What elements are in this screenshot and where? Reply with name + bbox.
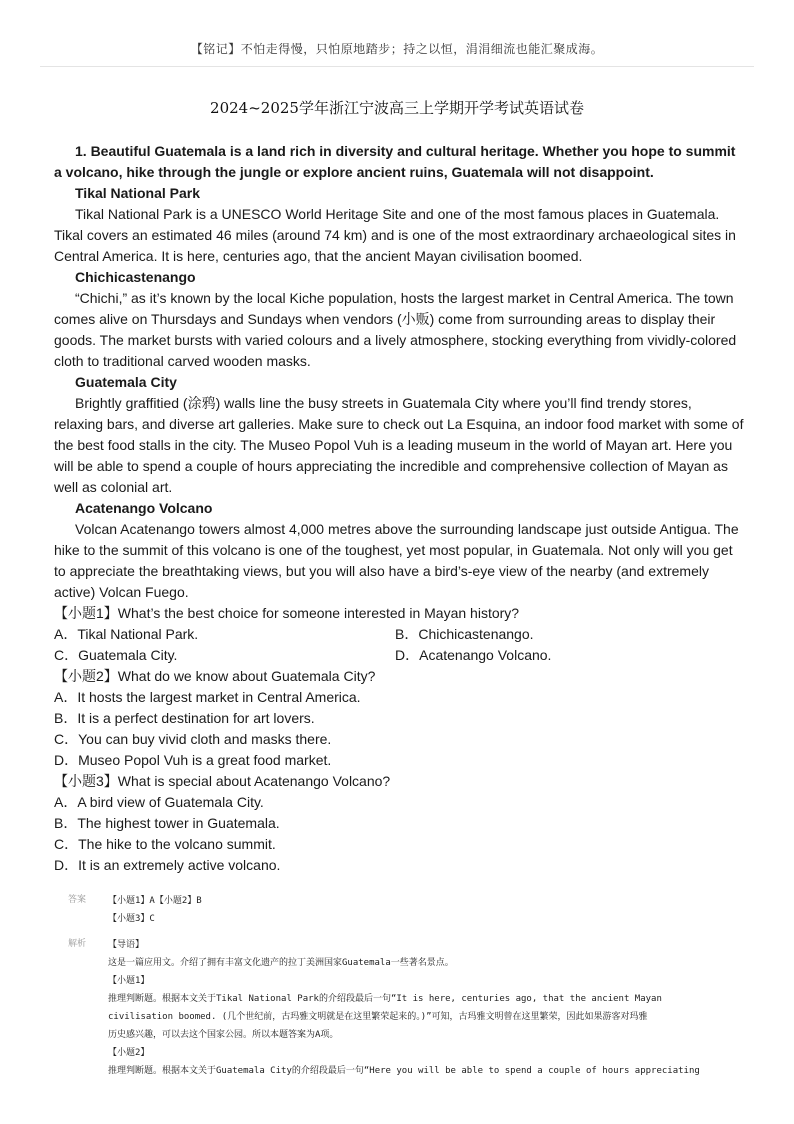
option-c[interactable]: C．The hike to the volcano summit.: [54, 836, 276, 852]
section-text: “Chichi,” as it’s known by the local Kiche population, hosts the largest market in Central America. The town comes alive on Thursdays and Sundays when vendors (小贩) come from surrounding areas to display their goods. The market bursts with varied colours and a lively atmosphere, stocking everything from vividly-colored cloth to traditional carved wooden masks.: [54, 290, 737, 369]
section-text: Volcan Acatenango towers almost 4,000 metres above the surrounding landscape just outside Antigua. The hike to the summit of this volcano is one of the toughest, yet most popular, in Guatemala. Not only will you get to appreciate the breathtaking views, but you will also have a bird’s-eye view of the nearby (and extremely active) Volcan Fuego.: [54, 521, 739, 600]
option-row: [54, 624, 744, 645]
analysis-line: 这是一篇应用文。介绍了拥有丰富文化遗产的拉丁美洲国家Guatemala一些著名景点。: [108, 958, 454, 968]
option-a[interactable]: A．A bird view of Guatemala City.: [54, 794, 264, 810]
analysis-line: 【小题2】: [108, 1048, 150, 1058]
answer-content: [108, 892, 748, 928]
answer-line: 【小题3】C: [108, 914, 155, 924]
section-heading: Tikal National Park: [75, 185, 201, 201]
option-d[interactable]: D．It is an extremely active volcano.: [54, 857, 281, 873]
option-d[interactable]: D．Acatenango Volcano.: [395, 647, 552, 663]
option-c[interactable]: C．Guatemala City.: [54, 647, 178, 663]
answer-block: [68, 892, 748, 1080]
analysis-line: 【小题1】: [108, 976, 150, 986]
analysis-line: 推理判断题。根据本文关于Tikal National Park的介绍段最后一句“It is here, centuries ago, that the ancient Mayan: [108, 994, 662, 1004]
option-b[interactable]: B．The highest tower in Guatemala.: [54, 815, 280, 831]
option-b[interactable]: B．Chichicastenango.: [395, 626, 534, 642]
answer-line: 【小题1】A【小题2】B: [108, 896, 202, 906]
option-d[interactable]: D．Museo Popol Vuh is a great food market.: [54, 752, 332, 768]
subquestion-stem: 【小题3】What is special about Acatenango Volcano?: [54, 773, 391, 789]
subquestion-stem: 【小题2】What do we know about Guatemala City?: [54, 668, 376, 684]
section-heading: Chichicastenango: [75, 269, 196, 285]
analysis-line: 推理判断题。根据本文关于Guatemala City的介绍段最后一句“Here you will be able to spend a couple of hours appreciating: [108, 1066, 700, 1076]
section-heading: Acatenango Volcano: [75, 500, 213, 516]
analysis-line: 历史感兴趣，可以去这个国家公园。所以本题答案为A项。: [108, 1030, 339, 1040]
analysis-label: 解析: [68, 939, 87, 949]
page-motto: 【铭记】不怕走得慢，只怕原地踏步；持之以恒，涓涓细流也能汇聚成海。: [190, 42, 604, 56]
option-a[interactable]: A．It hosts the largest market in Central America.: [54, 689, 361, 705]
analysis-row: [68, 936, 748, 1080]
option-b[interactable]: B．It is a perfect destination for art lovers.: [54, 710, 315, 726]
answer-row: [68, 892, 748, 928]
analysis-line: 【导语】: [108, 940, 145, 950]
section-text: Tikal National Park is a UNESCO World Heritage Site and one of the most famous places in Guatemala. Tikal covers an estimated 46 miles (around 74 km) and is one of the most extraordinary archaeological sites in Central America. It is here, centuries ago, that the ancient Mayan civilisation boomed.: [54, 206, 736, 264]
passage-intro: 1. Beautiful Guatemala is a land rich in diversity and cultural heritage. Whether you hope to summit a volcano, hike through the jungle or explore ancient ruins, Guatemala will not disappoint.: [54, 143, 736, 180]
answer-label: 答案: [68, 895, 87, 905]
option-c[interactable]: C．You can buy vivid cloth and masks there.: [54, 731, 332, 747]
page-title: 2024~2025学年浙江宁波高三上学期开学考试英语试卷: [210, 99, 584, 117]
section-text: Brightly graffitied (涂鸦) walls line the busy streets in Guatemala City where you’ll find trendy stores, relaxing bars, and diverse art galleries. Make sure to check out La Esquina, an indoor food market with some of the best food stalls in the city. The Museo Popol Vuh is a leading museum in the world of Mayan art. Here you will be able to spend a couple of hours appreciating the incredible and comprehensive collection of Mayan as well as colonial art.: [54, 395, 744, 495]
question-body: [54, 141, 744, 876]
option-a[interactable]: A．Tikal National Park.: [54, 626, 199, 642]
analysis-line: civilisation boomed. (几个世纪前，古玛雅文明就是在这里繁荣起来的。)”可知，古玛雅文明曾在这里繁荣，因此如果游客对玛雅: [108, 1012, 648, 1022]
header-divider: [40, 66, 754, 67]
analysis-content: [108, 936, 748, 1080]
subquestion-stem: 【小题1】What’s the best choice for someone interested in Mayan history?: [54, 605, 520, 621]
option-row: [54, 645, 744, 666]
section-heading: Guatemala City: [75, 374, 177, 390]
